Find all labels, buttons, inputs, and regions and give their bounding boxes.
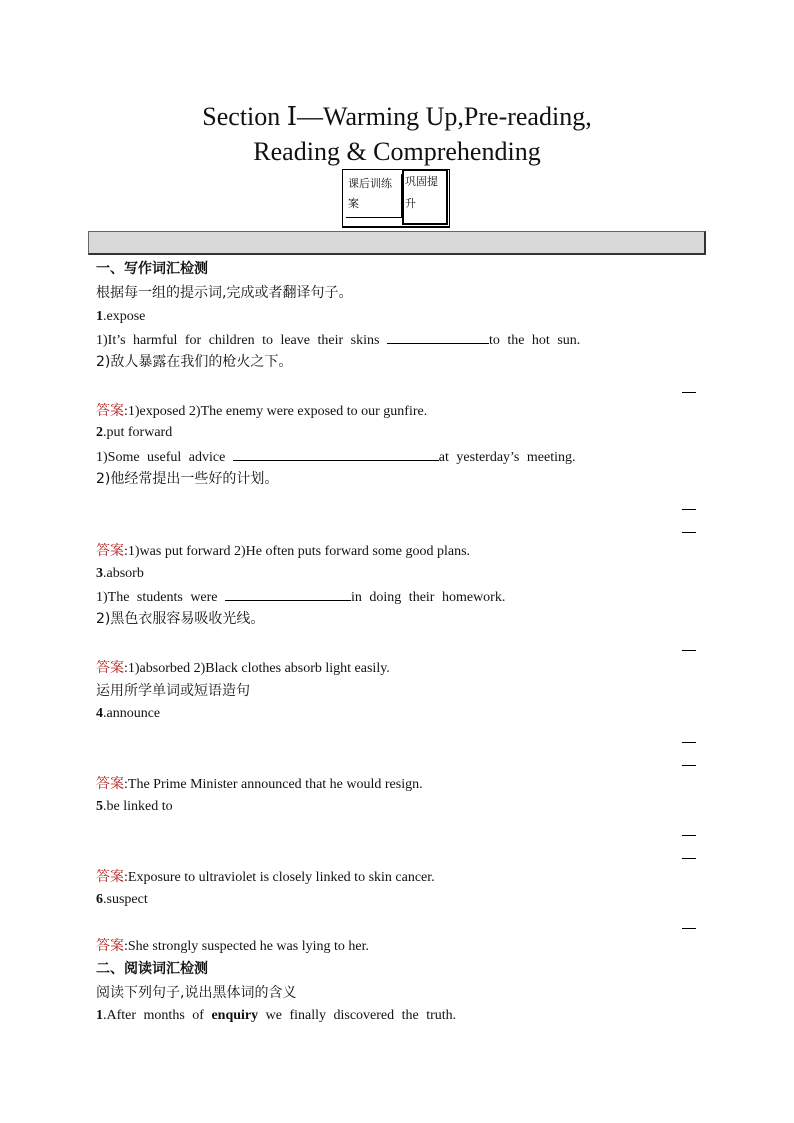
answer-text: :1)was put forward 2)He often puts forward some good plans. (124, 544, 471, 559)
item-6-answer (96, 936, 369, 957)
fill-blank[interactable] (225, 586, 351, 601)
section1-instruction: 根据每一组的提示词,完成或者翻译句子。 (96, 285, 353, 301)
answer-line (682, 532, 696, 533)
badge-left-line2: 案 (348, 197, 359, 210)
badge-right-line2: 升 (405, 197, 416, 210)
item-2-question-1 (96, 446, 575, 468)
page-title-line-2: Reading & Comprehending (253, 137, 541, 166)
answer-text: :Exposure to ultraviolet is closely linked to skin cancer. (124, 870, 435, 885)
question-text: 1)It’s harmful for children to leave their skins (96, 333, 380, 348)
answer-label: 答案 (96, 938, 124, 954)
item-3-answer (96, 658, 390, 679)
homework-badge (342, 169, 450, 227)
item-6-title (96, 890, 148, 910)
section2-item-1 (96, 1006, 456, 1026)
item-1-question-1 (96, 329, 580, 351)
question-text-after: at yesterday’s meeting. (438, 450, 576, 465)
answer-text: :1)absorbed 2)Black clothes absorb light easily. (124, 661, 390, 676)
answer-label: 答案 (96, 660, 124, 676)
item-1-question-2: 2)敌人暴露在我们的枪火之下。 (96, 354, 293, 370)
answer-text: :The Prime Minister announced that he would resign. (124, 777, 423, 792)
item-word: .put forward (103, 425, 173, 440)
bold-keyword: enquiry (211, 1008, 259, 1023)
item-5-answer (96, 867, 435, 888)
section2-heading: 二、阅读词汇检测 (96, 961, 208, 977)
item-3-question-1 (96, 586, 505, 608)
answer-line (682, 509, 696, 510)
answer-line (682, 928, 696, 929)
item-word: .be linked to (103, 799, 173, 814)
badge-right-cell (402, 169, 448, 225)
answer-text: :She strongly suspected he was lying to her. (124, 939, 369, 954)
section2-instruction: 阅读下列句子,说出黑体词的含义 (96, 985, 297, 1001)
answer-line (682, 392, 696, 393)
item-1-answer (96, 401, 427, 422)
item-number: 1 (96, 1008, 103, 1023)
question-text: 1)The students were (96, 590, 218, 605)
answer-label: 答案 (96, 776, 124, 792)
answer-text: :1)exposed 2)The enemy were exposed to our gunfire. (124, 404, 428, 419)
answer-line (682, 765, 696, 766)
section1-heading: 一、写作词汇检测 (96, 261, 208, 277)
question-text-after: in doing their homework. (351, 590, 506, 605)
answer-line (682, 742, 696, 743)
badge-right-line1: 巩固提 (405, 175, 438, 188)
answer-line (682, 835, 696, 836)
make-sentence-instruction: 运用所学单词或短语造句 (96, 683, 250, 699)
item-5-title (96, 797, 173, 817)
item-4-answer (96, 774, 423, 795)
page-title-line-1: Section Ⅰ—Warming Up,Pre-reading, (202, 102, 592, 131)
answer-label: 答案 (96, 543, 124, 559)
item-word: .expose (103, 309, 146, 324)
fill-blank[interactable] (233, 446, 439, 461)
item-word: .suspect (103, 892, 148, 907)
fill-blank[interactable] (387, 329, 489, 344)
question-text: 1)Some useful advice (96, 450, 226, 465)
item-number: 2 (96, 425, 103, 440)
item-number: 4 (96, 706, 103, 721)
badge-left-cell (346, 174, 402, 218)
item-number: 1 (96, 309, 103, 324)
answer-label: 答案 (96, 869, 124, 885)
item-2-question-2: 2)他经常提出一些好的计划。 (96, 471, 279, 487)
item-word: .announce (103, 706, 161, 721)
item-text-before: .After months of (103, 1008, 204, 1023)
answer-label: 答案 (96, 403, 124, 419)
badge-left-line1: 课后训练 (348, 177, 392, 190)
item-word: .absorb (103, 566, 144, 581)
item-4-title (96, 704, 160, 724)
section-banner (88, 231, 706, 255)
item-2-title (96, 423, 172, 443)
item-text-after: we finally discovered the truth. (265, 1008, 457, 1023)
item-3-question-2: 2)黑色衣服容易吸收光线。 (96, 611, 265, 627)
item-number: 6 (96, 892, 103, 907)
answer-line (682, 650, 696, 651)
item-2-answer (96, 541, 470, 562)
item-number: 3 (96, 566, 103, 581)
item-1-title (96, 307, 145, 327)
item-number: 5 (96, 799, 103, 814)
question-text-after: to the hot sun. (488, 333, 581, 348)
item-3-title (96, 564, 144, 584)
answer-line (682, 858, 696, 859)
